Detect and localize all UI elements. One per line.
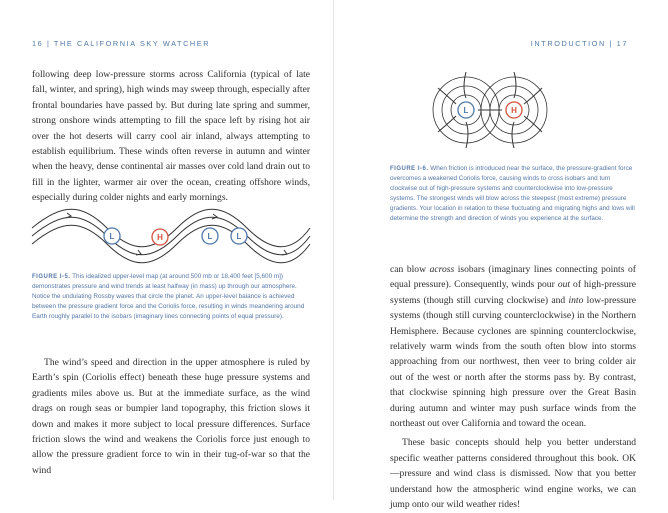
rossby-wave-diagram <box>32 206 310 266</box>
text-run: isobars (imaginary lines connecting points of equal pressure). Consequently, winds pour <box>390 264 636 291</box>
emphasis-out: out <box>557 279 571 291</box>
left-page <box>0 0 334 500</box>
right-running-head: INTRODUCTION | 17 <box>530 39 628 48</box>
high-label: H <box>157 233 163 242</box>
high-label: H <box>511 106 517 115</box>
figure-i-6-caption <box>390 164 636 225</box>
right-paragraph-two: These basic concepts should help you better understand specific weather patterns considered throughout this book. OK—pressure and wind class is dismissed. Now that you better understand how the atmospheric wind engine works, we can jump onto our wild weather rides! <box>390 437 636 511</box>
right-paragraph-one-text <box>390 262 636 431</box>
surface-pressure-diagram <box>432 70 548 150</box>
caption-label: FIGURE I-6. <box>390 166 429 172</box>
low-label-3: L <box>236 232 242 241</box>
low-label-2: L <box>207 232 213 241</box>
low-label-1: L <box>109 232 115 241</box>
text-run: low-pressure systems (though still curving counterclockwise) in the Northern Hemisphere. Because cyclones are spinning counterclockwise, relatively warm winds from the south often blow into storms approaching from our northwest, then veer to bring colder air out of the west or north after the storms pass by. By contrast, that clockwise spinning high pressure over the Great Basin during autumn and winter may push surface winds from the northeast out over California and toward the ocean. <box>390 294 636 430</box>
caption-text: When friction is introduced near the surface, the pressure-gradient force overcomes a weakened Coriolis force, causing winds to cross isobars and turn clockwise out of high-pressure systems and counterclockwise into low-pressure systems. The strongest winds will blow across the steepest (most extreme) pressure gradients. Your location in relation to these fluctuating and migrating highs and lows will determine the strength and direction of winds you experience at the surface. <box>390 165 635 223</box>
left-paragraph-top-text: following deep low-pressure storms across California (typical of late fall, winter, and spring), high winds may sweep through, especially after frontal boundaries have passed by. But during late spring and summer, strong onshore winds attempting to fill the space left by rising hot air over the hot deserts will carry cool air inland, always attempting to establish equilibrium. These winds often reverse in autumn and winter when the heavy, dense continental air masses over cold land drain out to fill in the lighter, warmer air over the ocean, creating offshore winds, especially during colder nights and early mornings. <box>32 69 310 204</box>
right-paragraph-one <box>390 262 636 513</box>
left-paragraph-bottom-text: The wind’s speed and direction in the upper atmosphere is ruled by Earth’s spin (Coriolis effect) beneath these huge pressure systems and gradients miles above us. But at the immediate surface, as the wind drags on rough seas or bumpier land topography, this friction slows it down and makes it more subject to local pressure differences. Surface friction slows the wind and weakens the Coriolis force just enough to allow the pressure gradient force to win in their tug-of-war so that the wind <box>32 357 310 476</box>
figure-i-5-caption <box>32 272 310 322</box>
rossby-wave-lines <box>32 209 310 263</box>
text-run: of high-pressure systems (though still curving clockwise) and <box>390 279 636 306</box>
low-label: L <box>463 106 469 115</box>
caption-label: FIGURE I-5. <box>32 274 71 280</box>
right-page <box>334 0 668 511</box>
left-paragraph-bottom <box>32 355 310 478</box>
emphasis-into: into <box>568 294 584 306</box>
left-paragraph-top <box>32 67 310 206</box>
text-run: can blow <box>390 264 430 275</box>
left-running-head: 16 | THE CALIFORNIA SKY WATCHER <box>32 39 211 48</box>
emphasis-across: across <box>429 264 455 275</box>
caption-text: This idealized upper-level map (at around 500 mb or 18,400 feet [5,600 m]) demonstrates pressure and wind trends at least halfway (in mass) up through our atmosphere. Notice the undulating Rossby waves that circle the planet. An upper-level balance is achieved between the pressure gradient force and the Coriolis force, resulting in winds meandering around Earth roughly parallel to the isobars (imaginary lines connecting points of equal pressure). <box>32 273 305 321</box>
